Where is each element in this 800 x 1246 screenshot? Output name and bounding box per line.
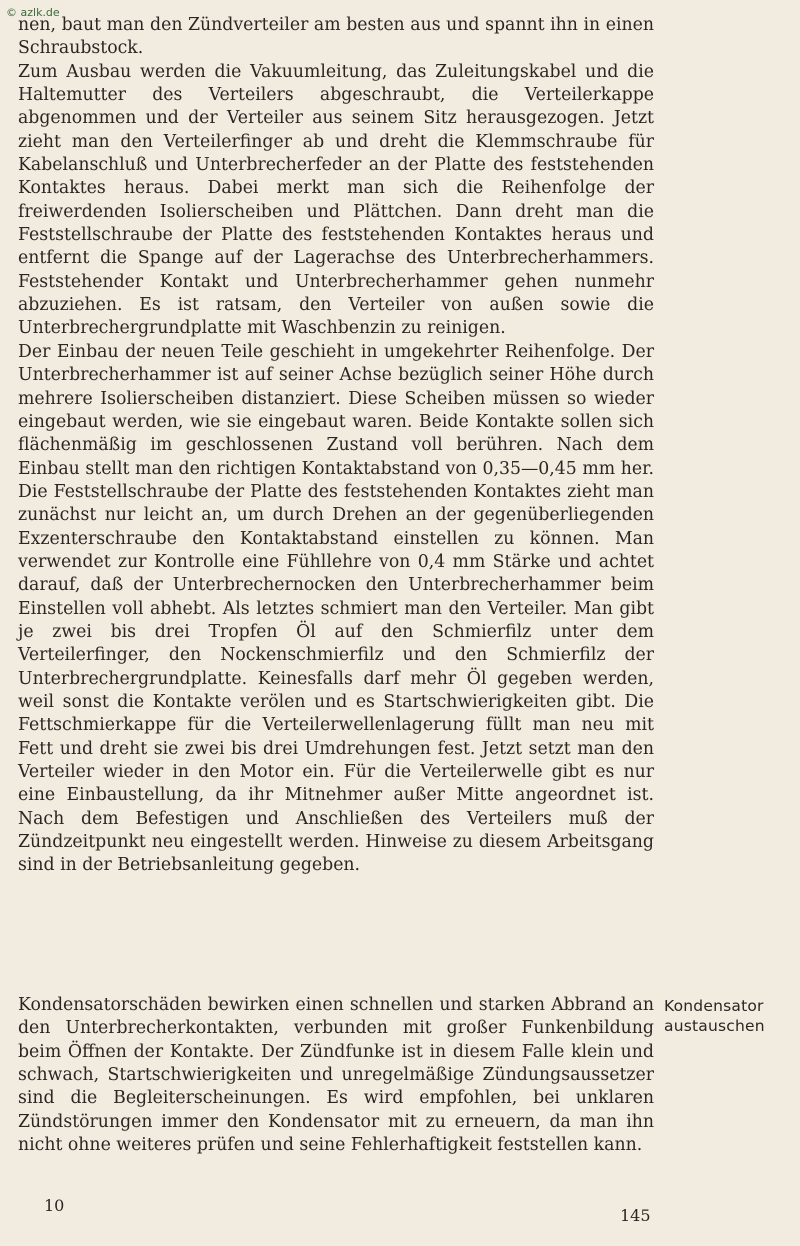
page-number: 145	[620, 1206, 651, 1225]
condenser-section	[18, 994, 654, 1157]
margin-heading-line: Kondensator	[664, 997, 764, 1015]
signature-mark: 10	[44, 1196, 65, 1215]
paragraph: nen, baut man den Zündverteiler am besten aus und spannt ihn in einen Schraubstock.	[18, 15, 654, 59]
main-text-section	[18, 14, 654, 878]
watermark: © azlk.de	[6, 6, 60, 19]
paragraph: Kondensatorschäden bewirken einen schnellen und starken Abbrand an den Unterbrecherkontakten, verbunden mit großer Funkenbildung beim Öffnen der Kontakte. Der Zündfunke ist in diesem Falle klein und schwach, Startschwierigkeiten und unregelmäßige Zündungsaussetzer sind die Begleiterscheinungen. Es wird empfohlen, bei unklaren Zündstörungen immer den Kondensator mit zu erneuern, da man ihn nicht ohne weiteres prüfen und seine Fehlerhaftigkeit feststellen kann.	[18, 995, 654, 1156]
margin-heading	[664, 996, 794, 1036]
paragraph: Der Einbau der neuen Teile geschieht in umgekehrter Reihenfolge. Der Unterbrecherhammer ist auf seiner Achse bezüglich seiner Höhe durch mehrere Isolierscheiben distanziert. Diese Scheiben müssen so wieder eingebaut werden, wie sie eingebaut waren. Beide Kontakte sollen sich flächenmäßig im geschlossenen Zustand voll berühren. Nach dem Einbau stellt man den richtigen Kontaktabstand von 0,35—0,45 mm her. Die Feststellschraube der Platte des feststehenden Kontaktes zieht man zunächst nur leicht an, um durch Drehen an der gegenüberliegenden Exzenterschraube den Kontaktabstand einstellen zu können. Man verwendet zur Kontrolle eine Fühllehre von 0,4 mm Stärke und achtet darauf, daß der Unterbrechernocken den Unterbrecherhammer beim Einstellen voll abhebt. Als letztes schmiert man den Verteiler. Man gibt je zwei bis drei Tropfen Öl auf den Schmierfilz unter dem Verteilerfinger, den Nockenschmierfilz und den Schmierfilz der Unterbrechergrundplatte. Keinesfalls darf mehr Öl gegeben werden, weil sonst die Kontakte verölen und es Startschwierigkeiten gibt. Die Fettschmierkappe für die Verteilerwellenlagerung füllt man neu mit Fett und dreht sie zwei bis drei Umdrehungen fest. Jetzt setzt man den Verteiler wieder in den Motor ein. Für die Verteilerwelle gibt es nur eine Einbaustellung, da ihr Mitnehmer außer Mitte angeordnet ist. Nach dem Befestigen und Anschließen des Verteilers muß der Zündzeitpunkt neu eingestellt werden. Hinweise zu diesem Arbeitsgang sind in der Betriebsanleitung gegeben.	[18, 341, 654, 876]
paragraph: Zum Ausbau werden die Vakuumleitung, das Zuleitungskabel und die Haltemutter des Verteilers abgeschraubt, die Verteilerkappe abgenommen und der Verteiler aus seinem Sitz herausgezogen. Jetzt zieht man den Verteilerfinger ab und dreht die Klemmschraube für Kabelanschluß und Unterbrecherfeder an der Platte des feststehenden Kontaktes heraus. Dabei merkt man sich die Reihenfolge der freiwerdenden Isolierscheiben und Plättchen. Dann dreht man die Feststellschraube der Platte des feststehenden Kontaktes heraus und entfernt die Spange auf der Lagerachse des Unterbrecherhammers. Feststehender Kontakt und Unterbrecherhammer gehen nunmehr abzuziehen. Es ist ratsam, den Verteiler von außen sowie die Unterbrechergrundplatte mit Waschbenzin zu reinigen.	[18, 61, 654, 339]
margin-heading-line: austauschen	[664, 1017, 765, 1035]
